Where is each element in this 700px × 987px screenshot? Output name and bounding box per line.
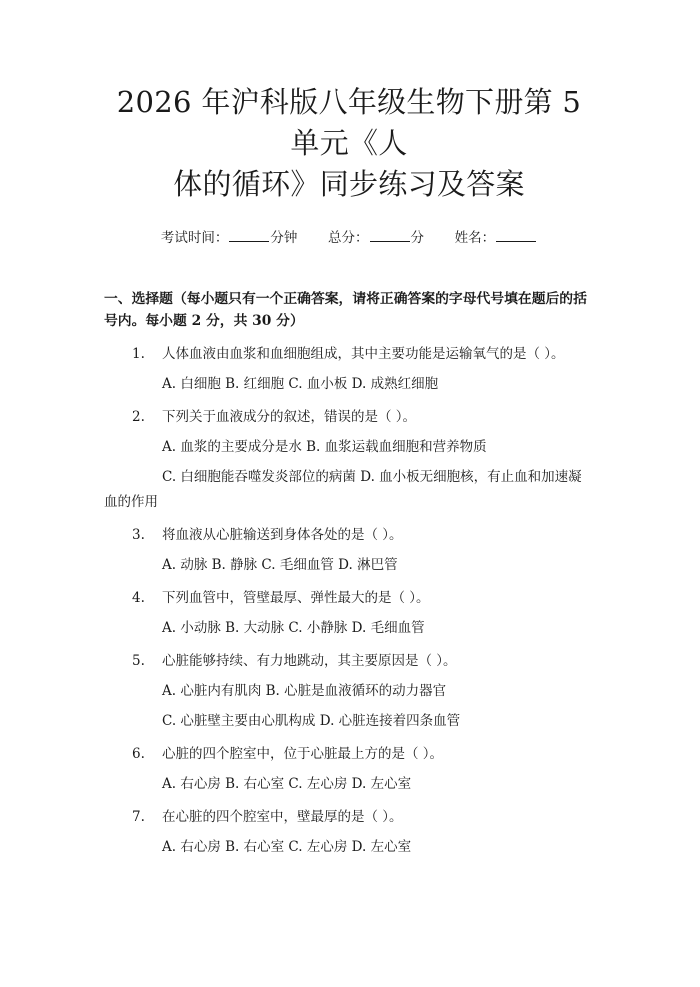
question-number: 3. (132, 527, 145, 543)
question-options: A. 白细胞 B. 红细胞 C. 血小板 D. 成熟红细胞 (162, 376, 439, 392)
question-4 (104, 588, 594, 641)
question-text: 人体血液由血浆和血细胞组成，其中主要功能是运输氧气的是（ ）。 (162, 346, 565, 362)
question-text: 将血液从心脏输送到身体各处的是（ ）。 (162, 527, 403, 543)
exam-score-label: 总分： (328, 230, 369, 246)
question-number: 5. (132, 653, 145, 669)
exam-time-label: 考试时间： (160, 230, 229, 246)
exam-time-blank[interactable] (229, 227, 269, 242)
question-stem (104, 407, 594, 427)
question-options: A. 右心房 B. 右心室 C. 左心房 D. 左心室 (162, 839, 412, 855)
exam-time-unit: 分钟 (270, 230, 298, 246)
question-number: 4. (132, 590, 145, 606)
question-options: A. 动脉 B. 静脉 C. 毛细血管 D. 淋巴管 (162, 557, 398, 573)
question-number: 2. (132, 409, 145, 425)
question-options: A. 右心房 B. 右心室 C. 左心房 D. 左心室 (162, 776, 412, 792)
exam-info-line (104, 227, 594, 248)
title-line-1: 2026 年沪科版八年级生物下册第 5 单元《人 (116, 85, 582, 160)
question-number: 6. (132, 746, 145, 762)
question-stem (104, 744, 594, 764)
exam-name-label: 姓名： (454, 230, 496, 246)
question-options: C. 心脏壁主要由心肌构成 D. 心脏连接着四条血管 (162, 713, 461, 729)
question-options: A. 心脏内有肌肉 B. 心脏是血液循环的动力器官 (162, 683, 447, 699)
question-options: A. 小动脉 B. 大动脉 C. 小静脉 D. 毛细血管 (162, 620, 425, 636)
document-title (104, 82, 594, 205)
question-stem (104, 525, 594, 545)
question-stem (104, 807, 594, 827)
question-text: 心脏的四个腔室中，位于心脏最上方的是（ ）。 (162, 746, 444, 762)
question-number: 7. (132, 809, 145, 825)
question-text: 下列血管中，管壁最厚、弹性最大的是（ ）。 (162, 590, 430, 606)
question-2 (104, 407, 594, 515)
question-options: C. 白细胞能吞噬发炎部位的病菌 D. 血小板无细胞核，有止血和加速凝血的作用 (104, 469, 582, 510)
question-1 (104, 344, 594, 397)
document-page (0, 82, 700, 987)
question-number: 1. (132, 346, 145, 362)
question-text: 下列关于血液成分的叙述，错误的是（ ）。 (162, 409, 417, 425)
question-options: A. 血浆的主要成分是水 B. 血浆运载血细胞和营养物质 (162, 439, 487, 455)
question-7 (104, 807, 594, 860)
question-text: 心脏能够持续、有力地跳动，其主要原因是（ ）。 (162, 653, 457, 669)
question-stem (104, 344, 594, 364)
title-line-2: 体的循环》同步练习及答案 (173, 167, 525, 201)
question-stem (104, 588, 594, 608)
question-list (104, 344, 594, 860)
exam-score-unit: 分 (410, 230, 424, 246)
question-stem (104, 651, 594, 671)
question-3 (104, 525, 594, 578)
question-6 (104, 744, 594, 797)
exam-score-blank[interactable] (370, 227, 410, 242)
exam-name-blank[interactable] (496, 227, 536, 242)
question-text: 在心脏的四个腔室中，壁最厚的是（ ）。 (162, 809, 403, 825)
section-1-heading: 一、选择题（每小题只有一个正确答案，请将正确答案的字母代号填在题后的括号内。每小题 2 分，共 30 分） (104, 291, 587, 329)
question-5 (104, 651, 594, 734)
